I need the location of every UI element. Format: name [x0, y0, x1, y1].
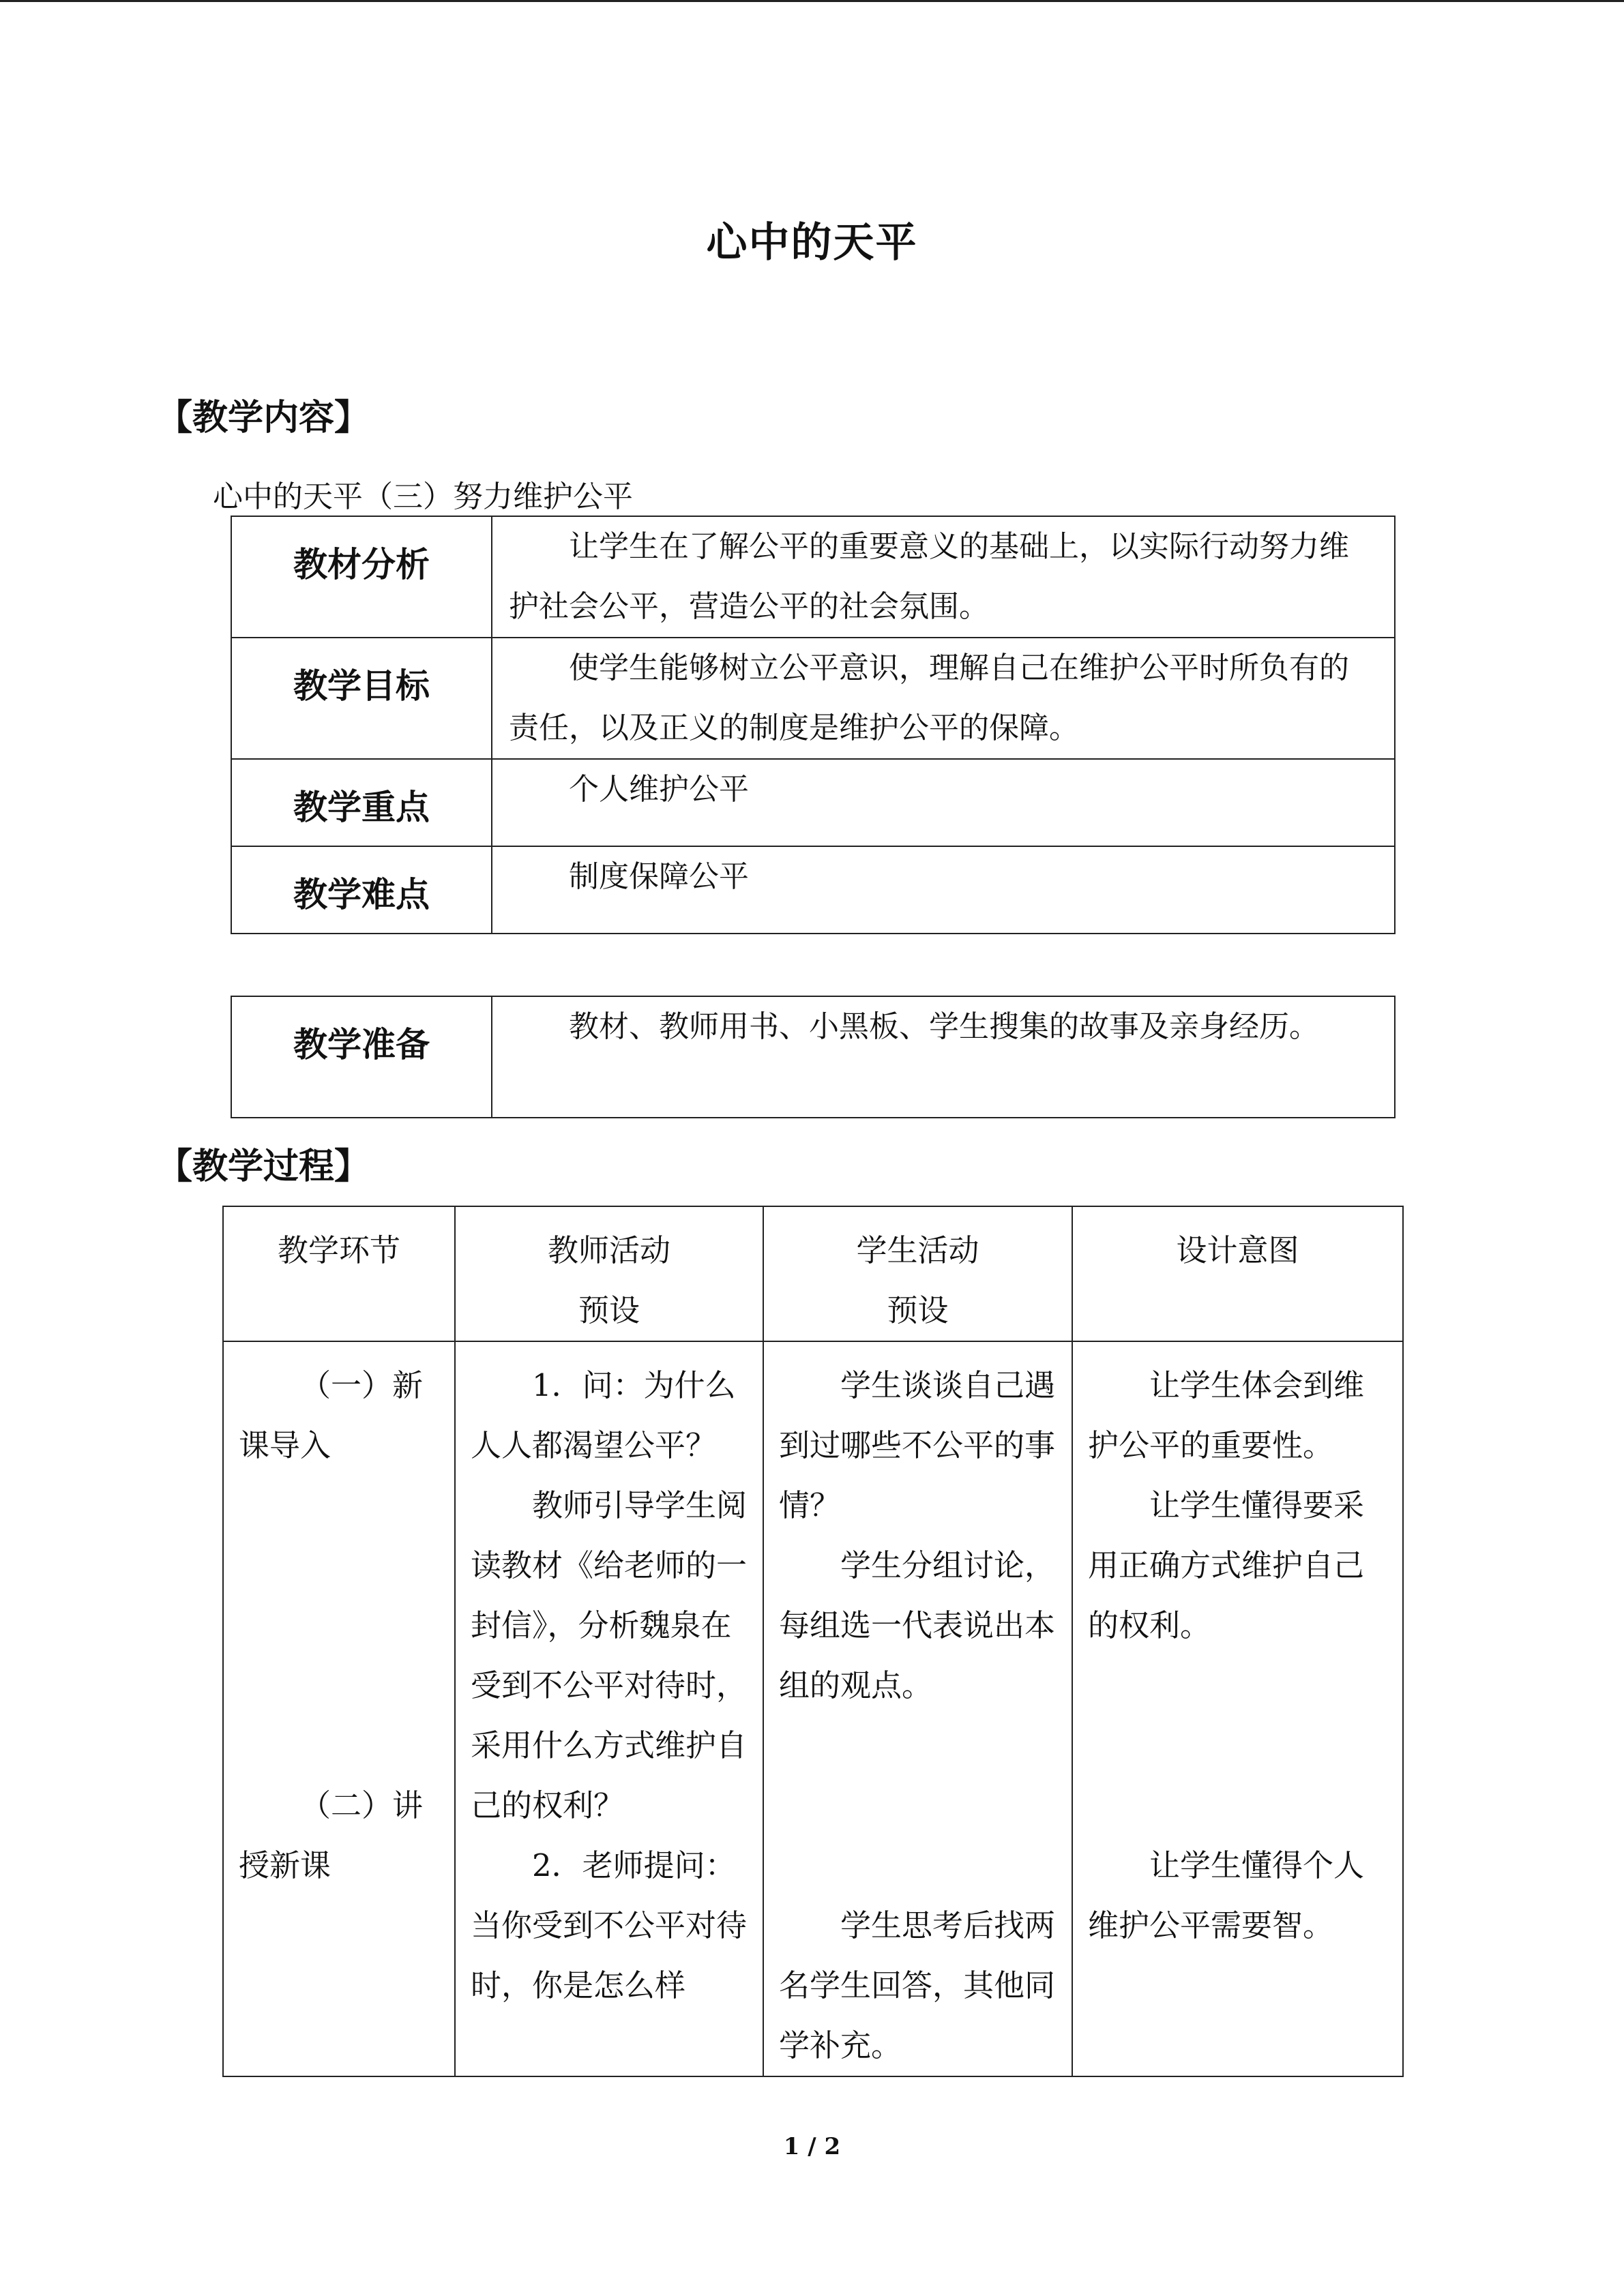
student-cell [763, 1341, 1072, 2076]
header-stage [223, 1206, 455, 1341]
design-intent-2: 让学生懂得要采用正确方式维护自己的权利。 [1088, 1487, 1365, 1643]
info-row [231, 996, 1395, 1118]
student-activity-1: 学生谈谈自己遇到过哪些不公平的事情？ [779, 1367, 1056, 1523]
header-teacher-line1: 教师活动 [547, 1232, 670, 1268]
stage-2: （二）讲授新课 [239, 1787, 424, 1883]
header-student-line2: 预设 [887, 1292, 949, 1328]
stage-cell [223, 1341, 455, 2076]
info-label: 教学重点 [231, 759, 492, 846]
page-top-border [0, 0, 1624, 2]
teacher-activity-2: 教师引导学生阅读教材《给老师的一封信》，分析魏泉在受到不公平对待时，采用什么方式维护自己的权利？ [471, 1487, 748, 1823]
student-activity-3: 学生思考后找两名学生回答，其他同学补充。 [779, 1907, 1056, 2063]
section-heading-process: 【教学过程】 [157, 1146, 370, 1187]
page-title: 心中的天平 [706, 219, 918, 267]
header-student [763, 1206, 1072, 1341]
info-text: 教材、教师用书、小黑板、学生搜集的故事及亲身经历。 [492, 996, 1395, 1118]
info-label: 教学目标 [231, 638, 492, 759]
teacher-cell [455, 1341, 763, 2076]
process-header-row [223, 1206, 1403, 1341]
stage-1: （一）新课导入 [239, 1367, 424, 1463]
spacer [239, 1476, 439, 1776]
info-text: 制度保障公平 [492, 846, 1395, 934]
info-label: 教学准备 [231, 996, 492, 1118]
process-body-row [223, 1341, 1403, 2076]
intent-cell [1072, 1341, 1403, 2076]
design-intent-3: 让学生懂得个人维护公平需要智。 [1088, 1847, 1365, 1943]
info-table [231, 516, 1396, 934]
spacer [779, 1716, 1057, 1896]
info-label: 教材分析 [231, 516, 492, 638]
header-teacher-line2: 预设 [578, 1292, 640, 1328]
info-text: 个人维护公平 [492, 759, 1395, 846]
process-table [222, 1206, 1404, 2077]
info-row [231, 759, 1395, 846]
student-activity-2: 学生分组讨论，每组选一代表说出本组的观点。 [779, 1547, 1056, 1703]
info-text: 使学生能够树立公平意识，理解自己在维护公平时所负有的责任，以及正义的制度是维护公平的保障。 [492, 638, 1395, 759]
info-label: 教学难点 [231, 846, 492, 934]
teacher-activity-3: 2．老师提问：当你受到不公平对待时，你是怎么样 [471, 1847, 748, 2003]
info-row [231, 516, 1395, 638]
header-stage-label: 教学环节 [277, 1232, 400, 1268]
header-intent-label: 设计意图 [1176, 1232, 1299, 1268]
info-row [231, 846, 1395, 934]
design-intent-1: 让学生体会到维护公平的重要性。 [1088, 1367, 1365, 1463]
spacer [1088, 1656, 1387, 1836]
header-student-line1: 学生活动 [856, 1232, 979, 1268]
section-heading-content: 【教学内容】 [157, 397, 370, 438]
info-text: 让学生在了解公平的重要意义的基础上，以实际行动努力维护社会公平，营造公平的社会氛围。 [492, 516, 1395, 638]
prep-table [231, 996, 1396, 1118]
page-number: 1 / 2 [783, 2133, 841, 2160]
header-teacher [455, 1206, 763, 1341]
teacher-activity-1: 1．问：为什么人人都渴望公平？ [471, 1367, 736, 1463]
header-intent [1072, 1206, 1403, 1341]
lesson-subtitle: 心中的天平（三）努力维护公平 [213, 479, 633, 514]
info-row [231, 638, 1395, 759]
